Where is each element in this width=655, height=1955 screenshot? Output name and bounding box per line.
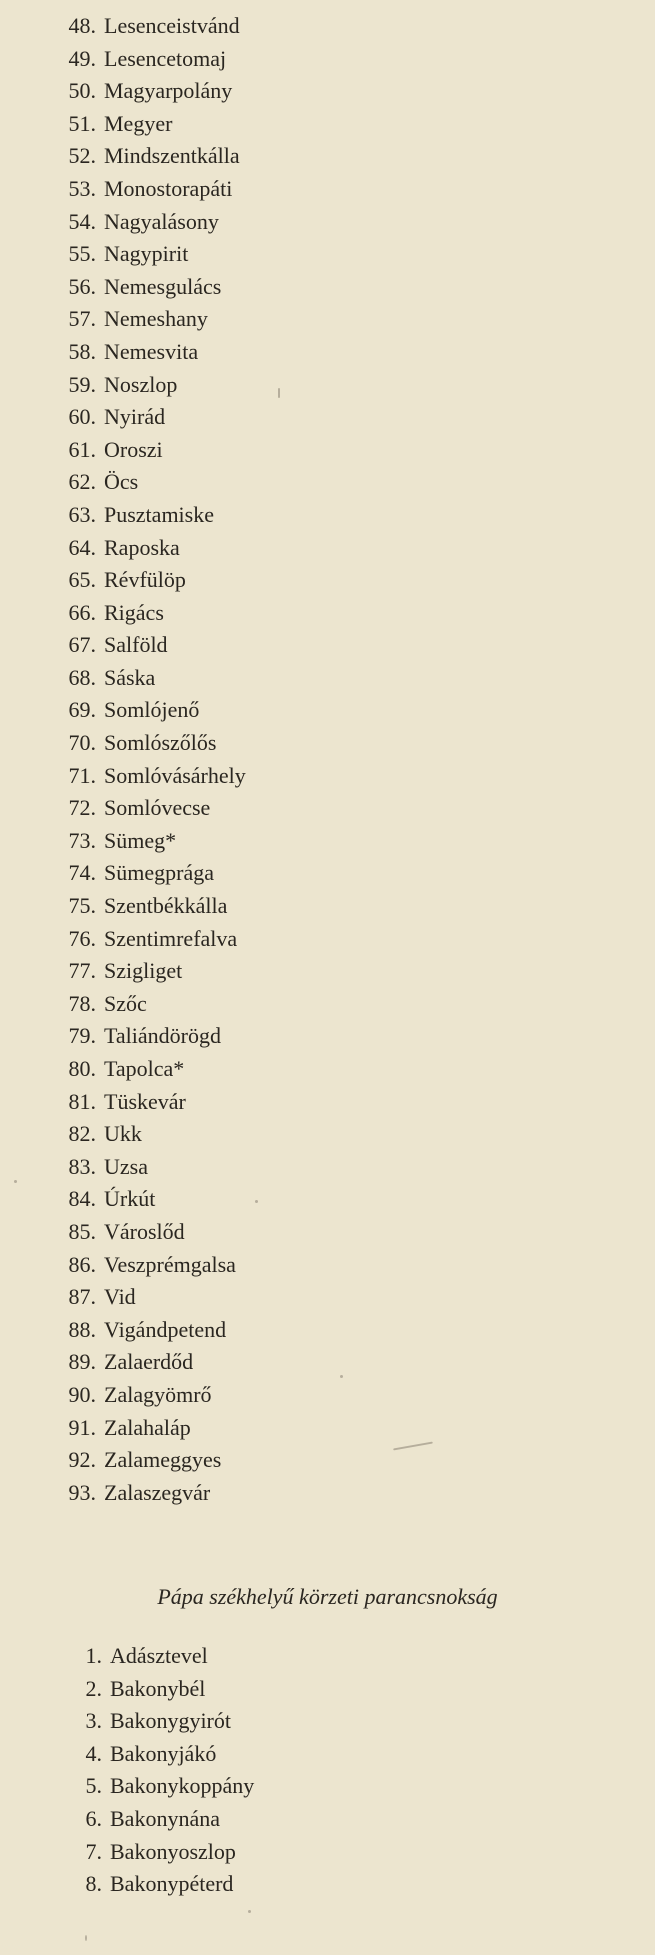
list-item [44, 1412, 246, 1445]
item-name: Bakonygyirót [110, 1708, 231, 1734]
item-number: 51. [68, 110, 96, 136]
paper-speck [278, 388, 280, 398]
item-name: Zalagyömrő [104, 1381, 212, 1407]
list-item [44, 1444, 246, 1477]
list-item [44, 760, 246, 793]
item-name: Sümeg* [104, 827, 177, 853]
paper-speck [14, 1180, 17, 1183]
item-number: 69. [68, 697, 96, 723]
paper-speck [85, 1935, 87, 1941]
item-name: Zalahaláp [104, 1414, 191, 1440]
list-item [44, 336, 246, 369]
item-number: 52. [68, 143, 96, 169]
list-item [44, 238, 246, 271]
list-item [44, 206, 246, 239]
list-item [44, 1836, 254, 1869]
list-item [44, 662, 246, 695]
item-number: 86. [68, 1251, 96, 1277]
paper-speck [340, 1375, 343, 1378]
item-number: 70. [68, 730, 96, 756]
item-name: Magyarpolány [104, 78, 233, 104]
paper-speck [393, 1442, 433, 1451]
list-item [44, 727, 246, 760]
list-item [44, 1216, 246, 1249]
item-name: Somlójenő [104, 697, 200, 723]
item-number: 74. [68, 860, 96, 886]
item-number: 84. [68, 1186, 96, 1212]
paper-speck [255, 1200, 258, 1203]
item-name: Szentbékkálla [104, 893, 228, 919]
list-item [44, 532, 246, 565]
list-item [44, 303, 246, 336]
list-item [44, 401, 246, 434]
item-name: Pusztamiske [104, 501, 214, 527]
item-name: Zalaerdőd [104, 1349, 194, 1375]
item-number: 55. [68, 241, 96, 267]
item-name: Nagyalásony [104, 208, 219, 234]
item-number: 71. [68, 762, 96, 788]
item-name: Oroszi [104, 436, 163, 462]
list-item [44, 597, 246, 630]
item-name: Bakonypéterd [110, 1871, 234, 1897]
item-name: Bakonyoszlop [110, 1838, 236, 1864]
item-number: 1. [85, 1643, 102, 1668]
item-name: Bakonyjákó [110, 1740, 217, 1766]
item-name: Öcs [104, 469, 139, 495]
item-name: Bakonybél [110, 1675, 206, 1701]
list-item [44, 825, 246, 858]
item-name: Veszprémgalsa [104, 1251, 236, 1277]
list-item [44, 1053, 246, 1086]
item-name: Vid [104, 1284, 136, 1310]
item-number: 73. [68, 827, 96, 853]
item-number: 57. [68, 306, 96, 332]
item-name: Rigács [104, 599, 164, 625]
item-number: 75. [68, 893, 96, 919]
item-name: Nyirád [104, 404, 166, 430]
list-item [44, 1346, 246, 1379]
settlement-list-papa [44, 1640, 254, 1901]
list-item [44, 629, 246, 662]
item-number: 3. [85, 1708, 102, 1734]
item-number: 77. [68, 958, 96, 984]
item-name: Ukk [104, 1121, 142, 1147]
item-number: 80. [68, 1056, 96, 1081]
item-name: Úrkút [104, 1186, 156, 1212]
item-number: 67. [68, 632, 96, 658]
list-item [44, 857, 246, 890]
item-name: Sáska [104, 664, 156, 690]
item-number: 60. [68, 404, 96, 430]
item-name: Mindszentkálla [104, 143, 240, 169]
list-item [44, 1673, 254, 1706]
list-item [44, 1640, 254, 1673]
item-number: 2. [85, 1675, 102, 1701]
item-number: 4. [85, 1740, 102, 1766]
settlement-list-continued [44, 10, 246, 1509]
item-name: Salföld [104, 632, 168, 658]
list-item [44, 890, 246, 923]
item-name: Szőc [104, 990, 147, 1016]
list-item [44, 1803, 254, 1836]
item-number: 83. [68, 1153, 96, 1179]
item-name: Nemeshany [104, 306, 208, 332]
paper-speck [248, 1910, 251, 1913]
item-name: Megyer [104, 110, 173, 136]
item-name: Adásztevel [110, 1643, 208, 1668]
list-item [44, 1379, 246, 1412]
list-item [44, 792, 246, 825]
item-name: Lesenceistvánd [104, 13, 240, 38]
item-name: Uzsa [104, 1153, 148, 1179]
item-number: 58. [68, 338, 96, 364]
item-number: 87. [68, 1284, 96, 1310]
list-item [44, 466, 246, 499]
list-item [44, 1151, 246, 1184]
item-number: 88. [68, 1316, 96, 1342]
list-item [44, 988, 246, 1021]
item-number: 61. [68, 436, 96, 462]
item-name: Sümegprága [104, 860, 214, 886]
list-item [44, 1249, 246, 1282]
list-item [44, 108, 246, 141]
item-number: 65. [68, 567, 96, 593]
item-name: Révfülöp [104, 567, 186, 593]
item-name: Szentimrefalva [104, 925, 238, 951]
list-item [44, 75, 246, 108]
item-number: 93. [68, 1479, 96, 1505]
list-item [44, 1705, 254, 1738]
list-item [44, 923, 246, 956]
item-name: Monostorapáti [104, 175, 233, 201]
item-name: Városlőd [104, 1218, 185, 1244]
list-item [44, 43, 246, 76]
item-number: 7. [85, 1838, 102, 1864]
item-name: Bakonynána [110, 1805, 220, 1831]
item-name: Zalameggyes [104, 1447, 222, 1473]
list-item [44, 1086, 246, 1119]
item-number: 82. [68, 1121, 96, 1147]
item-number: 90. [68, 1381, 96, 1407]
item-name: Somlóvásárhely [104, 762, 246, 788]
item-number: 79. [68, 1023, 96, 1049]
item-number: 76. [68, 925, 96, 951]
list-item [44, 1118, 246, 1151]
list-item [44, 1738, 254, 1771]
item-name: Nemesvita [104, 338, 199, 364]
list-item [44, 955, 246, 988]
item-number: 63. [68, 501, 96, 527]
list-item [44, 1770, 254, 1803]
item-number: 85. [68, 1218, 96, 1244]
list-item [44, 1183, 246, 1216]
item-number: 6. [85, 1805, 102, 1831]
item-name: Vigándpetend [104, 1316, 227, 1342]
item-number: 49. [68, 45, 96, 71]
list-item [44, 694, 246, 727]
item-name: Somlóvecse [104, 795, 211, 821]
list-item [44, 1477, 246, 1510]
item-name: Raposka [104, 534, 180, 560]
item-number: 50. [68, 78, 96, 104]
item-number: 81. [68, 1088, 96, 1114]
item-number: 5. [85, 1773, 102, 1799]
list-item [44, 1314, 246, 1347]
item-number: 92. [68, 1447, 96, 1473]
item-name: Zalaszegvár [104, 1479, 211, 1505]
list-item [44, 369, 246, 402]
item-number: 64. [68, 534, 96, 560]
item-number: 56. [68, 273, 96, 299]
item-number: 59. [68, 371, 96, 397]
item-number: 8. [85, 1871, 102, 1897]
list-item [44, 173, 246, 206]
list-item [44, 10, 246, 43]
item-number: 91. [68, 1414, 96, 1440]
item-number: 48. [68, 13, 96, 38]
item-name: Bakonykoppány [110, 1773, 255, 1799]
item-name: Nagypirit [104, 241, 189, 267]
item-number: 89. [68, 1349, 96, 1375]
item-number: 66. [68, 599, 96, 625]
list-item [44, 271, 246, 304]
list-item [44, 1281, 246, 1314]
list-item [44, 140, 246, 173]
section-heading: Pápa székhelyű körzeti parancsnokság [157, 1584, 498, 1609]
item-name: Tüskevár [104, 1088, 186, 1114]
list-item [44, 434, 246, 467]
item-name: Noszlop [104, 371, 178, 397]
item-name: Nemesgulács [104, 273, 222, 299]
list-item [44, 1020, 246, 1053]
item-name: Szigliget [104, 958, 183, 984]
list-item [44, 499, 246, 532]
item-name: Taliándörögd [104, 1023, 221, 1049]
item-number: 68. [68, 664, 96, 690]
list-item [44, 1868, 254, 1901]
item-name: Somlószőlős [104, 730, 217, 756]
item-number: 62. [68, 469, 96, 495]
item-number: 54. [68, 208, 96, 234]
item-number: 53. [68, 175, 96, 201]
list-item [44, 564, 246, 597]
item-number: 78. [68, 990, 96, 1016]
item-name: Lesencetomaj [104, 45, 227, 71]
item-number: 72. [68, 795, 96, 821]
item-name: Tapolca* [104, 1056, 185, 1081]
